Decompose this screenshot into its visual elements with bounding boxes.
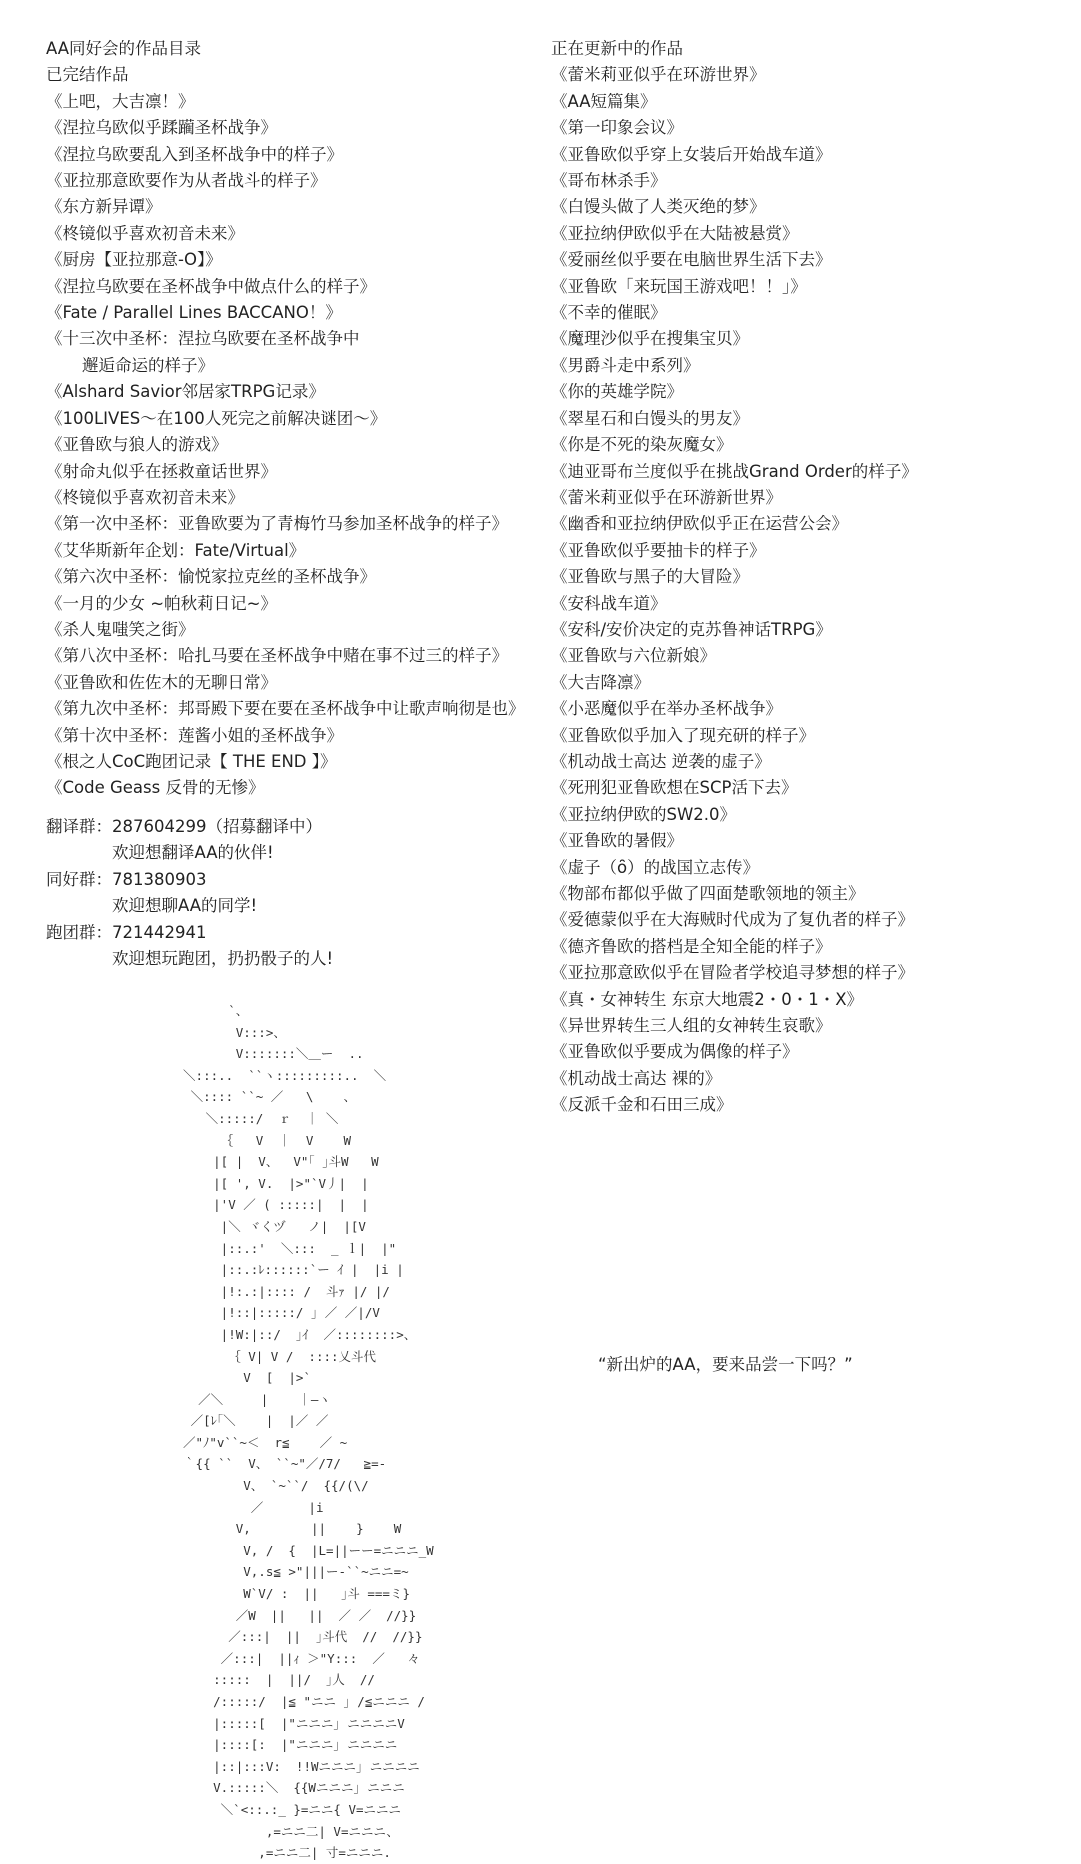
updating-work-item: 《不幸的催眠》 [551, 303, 667, 323]
updating-work-item: 《大吉降凛》 [551, 672, 650, 692]
updating-heading: 正在更新中的作品 [551, 39, 683, 58]
completed-work-item: 《根之人CoC跑团记录【 THE END 】》 [46, 751, 337, 771]
updating-work-item: 《亚鲁欧似乎穿上女装后开始战车道》 [551, 144, 832, 164]
translation-group-number: 287604299（招募翻译中） [112, 817, 322, 836]
trpg-group-number: 721442941 [112, 922, 207, 942]
completed-work-item: 《Fate / Parallel Lines BACCANO！》 [46, 303, 342, 323]
updating-work-item: 《亚鲁欧似乎要抽卡的样子》 [551, 540, 766, 560]
updating-work-item: 《机动战士高达 裸的》 [551, 1068, 722, 1088]
completed-work-item: 《第九次中圣杯：邦哥殿下要在要在圣杯战争中让歌声响彻是也》 [46, 699, 525, 719]
updating-work-item: 《迪亚哥布兰度似乎在挑战Grand Order的样子》 [551, 461, 918, 481]
translation-group-row [46, 814, 333, 840]
updating-works-column [551, 36, 1051, 1119]
updating-work-item: 《死刑犯亚鲁欧想在SCP活下去》 [551, 778, 798, 798]
updating-work-item: 《男爵斗走中系列》 [551, 355, 700, 375]
completed-work-item: 《涅拉乌欧要在圣杯战争中做点什么的样子》 [46, 276, 376, 296]
completed-work-item: 《厨房【亚拉那意-O】》 [46, 250, 222, 270]
updating-work-item: 《幽香和亚拉纳伊欧似乎正在运营公会》 [551, 514, 848, 534]
updating-work-item: 《哥布林杀手》 [551, 171, 667, 191]
completed-work-item: 《第一次中圣杯：亚鲁欧要为了青梅竹马参加圣杯战争的样子》 [46, 514, 508, 534]
completed-work-item: 《艾华斯新年企划：Fate/Virtual》 [46, 540, 306, 560]
updating-work-item: 《德齐鲁欧的搭档是全知全能的样子》 [551, 936, 832, 956]
fan-group-note: 欢迎想聊AA的同学! [112, 896, 258, 916]
catalog-title: AA同好会的作品目录 [46, 39, 202, 58]
completed-work-item: 《上吧，大吉凛！》 [46, 91, 195, 111]
updating-work-item: 《反派千金和石田三成》 [551, 1095, 733, 1115]
updating-work-item: 《蕾米莉亚似乎在环游世界》 [551, 65, 766, 85]
trpg-group-row [46, 920, 333, 946]
updating-work-item: 《亚鲁欧与六位新娘》 [551, 646, 716, 666]
completed-work-item: 《东方新异谭》 [46, 197, 162, 217]
completed-heading: 已完结作品 [46, 65, 129, 85]
fan-group-row [46, 867, 333, 893]
updating-work-item: 《机动战士高达 逆袭的虚子》 [551, 751, 771, 771]
updating-work-item: 《真・女神转生 东京大地震2・0・1・X》 [551, 989, 864, 1009]
completed-work-item: 《100LIVES～在100人死完之前解决谜团～》 [46, 408, 387, 428]
updating-work-item: 《爱德蒙似乎在大海贼时代成为了复仇者的样子》 [551, 910, 914, 930]
completed-work-item: 《第八次中圣杯：哈扎马要在圣杯战争中赌在事不过三的样子》 [46, 646, 508, 666]
trpg-group-note: 欢迎想玩跑团，扔扔骰子的人! [112, 949, 334, 969]
updating-work-item: 《物部布都似乎做了四面楚歌领地的领主》 [551, 884, 865, 903]
completed-work-item: 《十三次中圣杯：涅拉乌欧要在圣杯战争中 [46, 329, 360, 349]
completed-work-item-continued: 邂逅命运的样子》 [82, 355, 214, 375]
updating-work-item: 《你的英雄学院》 [551, 382, 683, 402]
updating-work-item: 《AA短篇集》 [551, 91, 657, 111]
updating-work-item: 《你是不死的染灰魔女》 [551, 435, 733, 455]
updating-work-item: 《亚鲁欧「来玩国王游戏吧！！」》 [551, 276, 807, 296]
speech-quote: “新出炉的AA，要来品尝一下吗？” [598, 1355, 853, 1374]
completed-work-item: 《亚鲁欧与狼人的游戏》 [46, 435, 228, 455]
completed-works-list [46, 89, 546, 802]
updating-work-item: 《亚鲁欧似乎加入了现充研的样子》 [551, 725, 815, 745]
completed-work-item: 《射命丸似乎在拯救童话世界》 [46, 461, 277, 481]
updating-work-item: 《亚鲁欧的暑假》 [551, 831, 683, 851]
updating-work-item: 《亚拉纳伊欧的SW2.0》 [551, 804, 737, 824]
updating-work-item: 《魔理沙似乎在搜集宝贝》 [551, 329, 749, 349]
completed-work-item: 《柊镜似乎喜欢初音未来》 [46, 487, 244, 507]
completed-work-item: 《Code Geass 反骨的无惨》 [46, 778, 265, 798]
group-contact-info [46, 814, 333, 972]
updating-work-item: 《蕾米莉亚似乎在环游新世界》 [551, 487, 782, 507]
completed-work-item: 《涅拉乌欧要乱入到圣杯战争中的样子》 [46, 144, 343, 164]
translation-group-note: 欢迎想翻译AA的伙伴! [112, 843, 274, 863]
fan-group-label: 同好群： [46, 869, 112, 889]
completed-work-item: 《亚拉那意欧要作为从者战斗的样子》 [46, 171, 327, 191]
updating-work-item: 《虚子（ȏ）的战国立志传》 [551, 857, 760, 877]
updating-work-item: 《小恶魔似乎在举办圣杯战争》 [551, 699, 782, 719]
updating-work-item: 《亚拉那意欧似乎在冒险者学校追寻梦想的样子》 [551, 963, 914, 983]
fan-group-number: 781380903 [112, 869, 207, 889]
updating-work-item: 《亚拉纳伊欧似乎在大陆被悬赏》 [551, 223, 799, 243]
updating-works-list [551, 62, 1051, 1118]
updating-work-item: 《安科战车道》 [551, 593, 667, 613]
completed-work-item: 《涅拉乌欧似乎蹂躏圣杯战争》 [46, 118, 277, 138]
trpg-group-label: 跑团群： [46, 922, 112, 942]
updating-work-item: 《爱丽丝似乎要在电脑世界生活下去》 [551, 250, 832, 270]
updating-work-item: 《翠星石和白馒头的男友》 [551, 408, 749, 428]
updating-work-item: 《第一印象会议》 [551, 118, 683, 138]
updating-work-item: 《亚鲁欧与黑子的大冒险》 [551, 567, 749, 587]
translation-group-label: 翻译群： [46, 817, 112, 836]
completed-work-item: 《第六次中圣杯：愉悦家拉克丝的圣杯战争》 [46, 567, 376, 587]
completed-work-item: 《一月的少女 ~帕秋莉日记~》 [46, 593, 277, 613]
updating-work-item: 《异世界转生三人组的女神转生哀歌》 [551, 1016, 832, 1036]
completed-work-item: 《柊镜似乎喜欢初音未来》 [46, 223, 244, 243]
updating-work-item: 《亚鲁欧似乎要成为偶像的样子》 [551, 1042, 799, 1062]
completed-work-item: 《Alshard Savior邻居家TRPG记录》 [46, 382, 325, 402]
updating-work-item: 《白馒头做了人类灭绝的梦》 [551, 197, 766, 217]
updating-work-item: 《安科/安价决定的克苏鲁神话TRPG》 [551, 619, 832, 639]
completed-works-column [46, 36, 546, 802]
completed-work-item: 《杀人鬼嗤笑之街》 [46, 619, 195, 639]
completed-work-item: 《亚鲁欧和佐佐木的无聊日常》 [46, 672, 277, 692]
ascii-art-character: `、 V:::>、 V:::::::＼＿ー .. ＼:::.. ``ヽ:::::::::.. ＼ ＼:::: ``~ ／ \ 、 ＼:::::/ ｒ ｜ ＼ ｛ V ｜ V W |[ | V、 V"｢ ｣斗W W |[ ', V. |>"`V丿| | |'V ／ ( :::::| | | |＼ ヾくヅ ノ| |[V |::.:' ＼::: _ ｌ| |" |::.:ﾚ::::::`ー ｲ | |i | |!:.:|:::: / 斗ｧ |/ |/ |!::|:::::/ ｣ ／ ／|/V |!W:|::/ ｣ｲ ／::::::::>、 ｛ V| V / ::::乂斗代 V [ |>` ／＼ | ｜―ヽ ／[ﾚ｢＼ | |／ ／ ／"ﾉ"v``~＜ r≦ ／ ~ ｀{{ `` V、 ``~"／/7/ ≧=- V、 `~``/ {{/(\/ ／ |i V, || } W V, / { |L=||ーー=ニニニ_W V,.s≦ >"|||ー-``~ニニ=~ W`V/ : || ｣斗 ===ミ} ／W || || ／ ／ //}} ／:::| || ｣斗代 // //}} ／:::| ||ｨ ＞"Y::: ／ 々 ::::: | ||/ ｣人 // /:::::/ |≦ "ニニ ｣ /≦ニニニ / |:::::[ |"ニニニ｣ ニニニニV |::::[: |"ニニニ｣ ニニニニ |::|:::V: !!Wニニニ｣ ニニニニ V.:::::＼ {{Wニニニ｣ ニニニ ＼`<::.:_ }=ニニ{ V=ニニニ ,=ニニ二| V=ニニニ、 ,=ニニ二| 寸=ニニニ. [183, 1003, 434, 1861]
completed-work-item: 《第十次中圣杯：莲酱小姐的圣杯战争》 [46, 725, 343, 745]
